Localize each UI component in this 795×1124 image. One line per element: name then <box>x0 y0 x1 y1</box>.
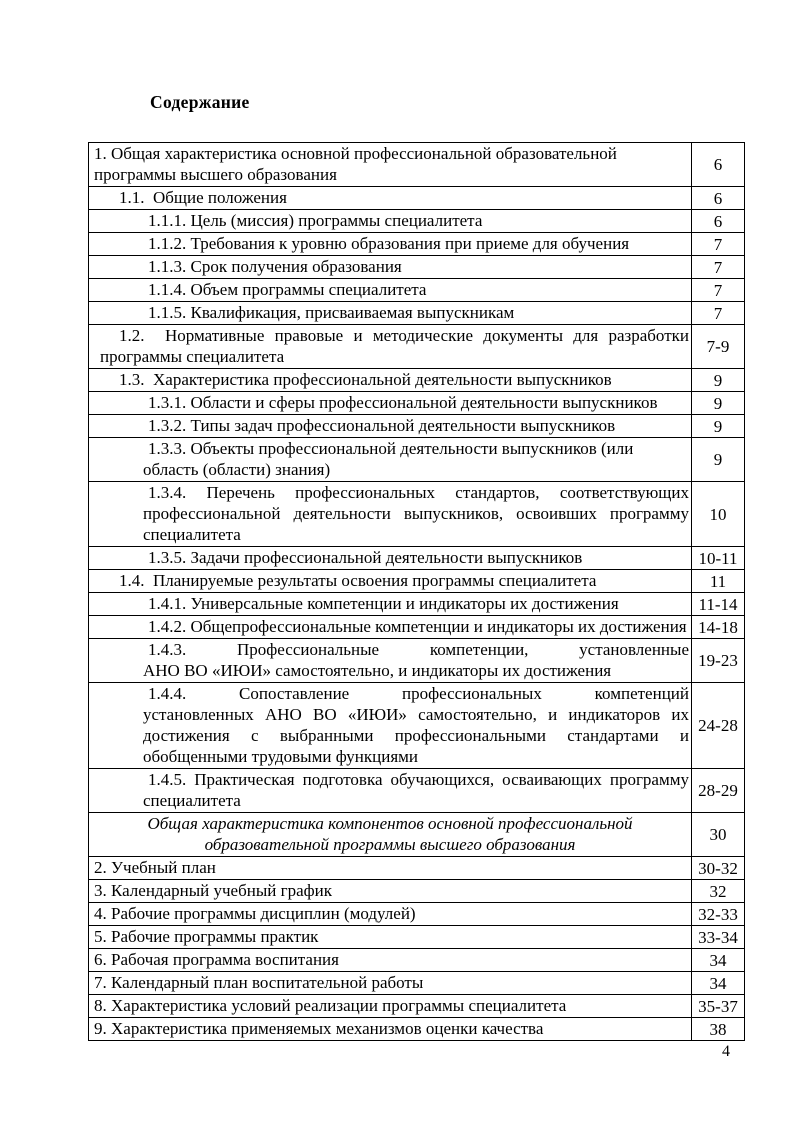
toc-row <box>89 325 745 369</box>
toc-entry-cell <box>89 769 692 813</box>
toc-entry-pages: 11 <box>692 570 745 593</box>
toc-entry-cell <box>89 972 692 995</box>
toc-row <box>89 857 745 880</box>
toc-entry-pages: 32 <box>692 880 745 903</box>
toc-entry-text: Общая характеристика компонентов основной профессиональной образовательной программы высшего образования <box>147 814 633 854</box>
toc-row <box>89 903 745 926</box>
toc-entry-cell <box>89 482 692 547</box>
toc-entry-text: 1.3. Характеристика профессиональной деятельности выпускников <box>119 370 612 389</box>
toc-entry-text: 9. Характеристика применяемых механизмов оценки качества <box>94 1019 544 1038</box>
toc-row <box>89 769 745 813</box>
toc-row <box>89 392 745 415</box>
toc-entry-text: 1.1.1. Цель (миссия) программы специалитета <box>148 211 483 230</box>
toc-entry-text: 2. Учебный план <box>94 858 216 877</box>
toc-entry-text: 1.4.2. Общепрофессиональные компетенции и индикаторы их достижения <box>148 617 687 636</box>
toc-entry-cell <box>89 593 692 616</box>
toc-row <box>89 233 745 256</box>
toc-entry-text: 1.4. Планируемые результаты освоения программы специалитета <box>119 571 597 590</box>
toc-entry-cell <box>89 210 692 233</box>
toc-entry-text: 1.3.3. Объекты профессиональной деятельности выпускников (или область (области) знания) <box>143 439 634 479</box>
toc-entry-pages: 9 <box>692 369 745 392</box>
toc-entry-cell <box>89 369 692 392</box>
toc-row <box>89 256 745 279</box>
toc-entry-text: 5. Рабочие программы практик <box>94 927 319 946</box>
toc-entry-cell <box>89 233 692 256</box>
toc-entry-text: 1.4.1. Универсальные компетенции и индикаторы их достижения <box>148 594 619 613</box>
toc-entry-pages: 35-37 <box>692 995 745 1018</box>
toc-entry-cell <box>89 639 692 683</box>
toc-entry-text: 1.2. Нормативные правовые и методические документы для разработки программы специалитета <box>100 326 689 366</box>
toc-entry-cell <box>89 302 692 325</box>
toc-entry-text: 3. Календарный учебный график <box>94 881 332 900</box>
toc-entry-text: 8. Характеристика условий реализации программы специалитета <box>94 996 567 1015</box>
toc-row <box>89 279 745 302</box>
page-number-footer: 4 <box>722 1043 730 1060</box>
toc-entry-pages: 7 <box>692 233 745 256</box>
toc-row <box>89 926 745 949</box>
toc-row <box>89 438 745 482</box>
toc-entry-cell <box>89 926 692 949</box>
toc-entry-cell <box>89 616 692 639</box>
toc-entry-cell <box>89 570 692 593</box>
toc-entry-text: 1.4.4. Сопоставление профессиональных компетенций установленных АНО ВО «ИЮИ» самостоятельно, и индикаторов их достижения с выбранными профессиональными стандартами и обобщенными трудовыми функциями <box>143 684 689 766</box>
toc-row <box>89 369 745 392</box>
toc-entry-text: 1.3.1. Области и сферы профессиональной деятельности выпускников <box>148 393 658 412</box>
toc-entry-pages: 6 <box>692 210 745 233</box>
toc-entry-pages: 28-29 <box>692 769 745 813</box>
toc-entry-cell <box>89 813 692 857</box>
toc-entry-cell <box>89 438 692 482</box>
toc-entry-pages: 10-11 <box>692 547 745 570</box>
toc-entry-cell <box>89 903 692 926</box>
toc-row <box>89 813 745 857</box>
toc-entry-pages: 14-18 <box>692 616 745 639</box>
toc-entry-pages: 9 <box>692 438 745 482</box>
toc-entry-pages: 33-34 <box>692 926 745 949</box>
toc-entry-text: 1.1.3. Срок получения образования <box>148 257 402 276</box>
toc-entry-cell <box>89 857 692 880</box>
toc-entry-pages: 11-14 <box>692 593 745 616</box>
toc-entry-pages: 6 <box>692 143 745 187</box>
toc-entry-pages: 6 <box>692 187 745 210</box>
toc-table <box>88 142 745 1041</box>
toc-entry-cell <box>89 415 692 438</box>
toc-entry-cell <box>89 143 692 187</box>
toc-row <box>89 639 745 683</box>
toc-entry-pages: 9 <box>692 415 745 438</box>
toc-entry-cell <box>89 995 692 1018</box>
toc-entry-text: 1.4.3. Профессиональные компетенции, установленные АНО ВО «ИЮИ» самостоятельно, и индикаторы их достижения <box>143 640 689 680</box>
toc-entry-text: 1.1.2. Требования к уровню образования при приеме для обучения <box>148 234 630 253</box>
toc-entry-cell <box>89 1018 692 1041</box>
toc-row <box>89 210 745 233</box>
toc-entry-pages: 34 <box>692 949 745 972</box>
toc-entry-text: 1.1.4. Объем программы специалитета <box>148 280 427 299</box>
toc-row <box>89 972 745 995</box>
toc-entry-pages: 38 <box>692 1018 745 1041</box>
toc-entry-cell <box>89 683 692 769</box>
toc-entry-cell <box>89 187 692 210</box>
toc-row <box>89 995 745 1018</box>
toc-row <box>89 949 745 972</box>
toc-entry-pages: 24-28 <box>692 683 745 769</box>
toc-row <box>89 143 745 187</box>
toc-row <box>89 302 745 325</box>
toc-entry-cell <box>89 279 692 302</box>
toc-entry-pages: 32-33 <box>692 903 745 926</box>
toc-entry-cell <box>89 880 692 903</box>
toc-entry-cell <box>89 392 692 415</box>
toc-entry-cell <box>89 949 692 972</box>
toc-entry-text: 1.1. Общие положения <box>119 188 287 207</box>
toc-entry-text: 4. Рабочие программы дисциплин (модулей) <box>94 904 416 923</box>
toc-entry-pages: 30 <box>692 813 745 857</box>
toc-entry-cell <box>89 547 692 570</box>
toc-entry-pages: 19-23 <box>692 639 745 683</box>
toc-entry-pages: 7 <box>692 302 745 325</box>
toc-row <box>89 1018 745 1041</box>
page-title: Содержание <box>150 92 250 112</box>
toc-entry-pages: 10 <box>692 482 745 547</box>
toc-row <box>89 187 745 210</box>
toc-entry-pages: 7 <box>692 279 745 302</box>
toc-row <box>89 880 745 903</box>
toc-row <box>89 482 745 547</box>
toc-entry-pages: 7-9 <box>692 325 745 369</box>
toc-entry-text: 1.3.2. Типы задач профессиональной деятельности выпускников <box>148 416 616 435</box>
toc-entry-pages: 7 <box>692 256 745 279</box>
toc-entry-text: 7. Календарный план воспитательной работы <box>94 973 424 992</box>
toc-entry-pages: 30-32 <box>692 857 745 880</box>
toc-entry-cell <box>89 256 692 279</box>
toc-entry-text: 1.1.5. Квалификация, присваиваемая выпускникам <box>148 303 515 322</box>
toc-entry-text: 6. Рабочая программа воспитания <box>94 950 339 969</box>
toc-row <box>89 683 745 769</box>
toc-entry-text: 1.3.4. Перечень профессиональных стандартов, соответствующих профессиональной деятельности выпускников, освоивших программу специалитета <box>143 483 689 544</box>
toc-entry-pages: 34 <box>692 972 745 995</box>
toc-entry-text: 1. Общая характеристика основной профессиональной образовательной программы высшего образования <box>94 144 617 184</box>
toc-entry-pages: 9 <box>692 392 745 415</box>
toc-row <box>89 593 745 616</box>
toc-row <box>89 547 745 570</box>
toc-row <box>89 415 745 438</box>
toc-entry-text: 1.3.5. Задачи профессиональной деятельности выпускников <box>148 548 583 567</box>
toc-row <box>89 616 745 639</box>
toc-entry-cell <box>89 325 692 369</box>
toc-entry-text: 1.4.5. Практическая подготовка обучающихся, осваивающих программу специалитета <box>143 770 689 810</box>
toc-table-body <box>89 143 745 1041</box>
toc-row <box>89 570 745 593</box>
